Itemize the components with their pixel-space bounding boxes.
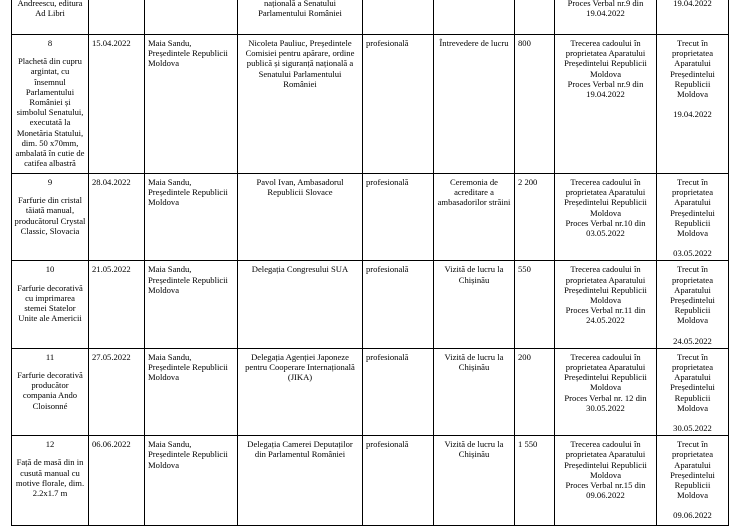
donor-cell (238, 436, 363, 526)
occasion-cell (434, 436, 515, 526)
decision-text: Trecerea cadoului în proprietatea Aparatului Președintelui Republicii Moldova (564, 177, 647, 218)
table-row (12, 436, 729, 526)
item-description-cell (12, 348, 89, 435)
item-description-cell (12, 436, 89, 526)
outcome-text: Trecut în proprietatea Aparatului Președintelui Republicii Moldova (670, 264, 715, 326)
value: 2 200 (518, 177, 538, 187)
item-description: Farfurie decorativă producător compania Ando Cloisonné (17, 370, 83, 411)
outcome-date: 19.04.2022 (673, 109, 712, 120)
outcome-cell (657, 261, 729, 348)
decision-cell (555, 348, 657, 435)
decision-cell (555, 261, 657, 348)
recipient-cell (145, 35, 238, 174)
value: 1 550 (518, 439, 538, 450)
recipient-cell (145, 174, 238, 261)
occasion-cell (434, 35, 515, 174)
item-description-cell (12, 174, 89, 261)
donor: Delegația Camerei Deputaților din Parlamentul României (247, 439, 353, 460)
outcome-cell (657, 35, 729, 174)
decision-text: Trecerea cadoului în proprietatea Aparatului Președintelui Republicii Moldova (564, 38, 647, 79)
item-description: Andreescu, editura Ad Libri (17, 0, 83, 19)
outcome-date: 24.05.2022 (673, 335, 712, 346)
recipient: Maia Sandu, Președintele Republicii Moldova (148, 439, 228, 470)
outcome-text: Trecut în proprietatea Aparatului Președintelui Republicii Moldova (670, 351, 715, 413)
item-description: Față de masă din in cusută manual cu motive florale, dim. 2.2x1.7 m (15, 457, 85, 499)
spacer (660, 238, 725, 248)
donor-cell (238, 35, 363, 174)
spacer (660, 99, 725, 109)
decision-cell (555, 35, 657, 174)
donor-cell (238, 261, 363, 348)
item-number: 10 (45, 264, 55, 275)
item-number: 8 (47, 38, 53, 48)
table-row (12, 261, 729, 348)
outcome-date: 19.04.2022 (673, 0, 712, 8)
occasion-cell (434, 174, 515, 261)
value: 200 (518, 351, 531, 362)
decision-cell (555, 436, 657, 526)
item-description-cell (12, 35, 89, 174)
recipient: Maia Sandu, Președintele Republicii Moldova (148, 177, 228, 208)
decision-pv: Proces Verbal nr. 12 din 30.05.2022 (564, 392, 647, 413)
table-row (12, 348, 729, 435)
occasion: Întrevedere de lucru (439, 38, 509, 48)
spacer (660, 500, 725, 510)
gift-type: profesională (366, 264, 409, 275)
table-row (12, 0, 729, 35)
decision-pv: Proces Verbal nr.15 din 09.06.2022 (565, 480, 646, 501)
table-row (12, 174, 729, 261)
donor-cell (238, 174, 363, 261)
received-date: 06.06.2022 (92, 439, 131, 450)
value: 800 (518, 38, 531, 48)
item-description-cell (12, 261, 89, 348)
outcome-date: 09.06.2022 (673, 510, 712, 521)
item-number: 11 (45, 351, 55, 362)
decision-cell (555, 174, 657, 261)
recipient-cell (145, 261, 238, 348)
occasion: Vizită de lucru la Chișinău (444, 264, 504, 285)
donor: Delegația Agenției Japoneze pentru Cooperare Internațională (JIKA) (245, 351, 355, 383)
date-cell (89, 436, 145, 526)
gift-type: profesională (366, 439, 409, 450)
spacer (660, 326, 725, 336)
received-date: 21.05.2022 (92, 264, 131, 275)
item-description: Plachetă din cupru argintat, cu însemnul Parlamentului României și simbolul Senatului, executată la Monetăria Statului, dim. 50 x70mm, ambalată în cutie de catifea albastră (15, 56, 85, 169)
value-cell (515, 174, 555, 261)
recipient-cell (145, 348, 238, 435)
outcome-cell (657, 348, 729, 435)
decision-pv: Proces Verbal nr.9 din 19.04.2022 (567, 78, 644, 100)
outcome-cell (657, 0, 729, 35)
donor: Pavol Ivan, Ambasadorul Republicii Slovace (256, 177, 344, 198)
donor-cell (238, 348, 363, 435)
donor: Delegația Congresului SUA (251, 264, 349, 275)
value-cell (515, 0, 555, 35)
gift-type-cell (363, 0, 434, 35)
gift-type-cell (363, 35, 434, 174)
date-cell (89, 174, 145, 261)
table-row (12, 35, 729, 174)
gift-type-cell (363, 261, 434, 348)
decision-pv: Proces Verbal nr.11 din 24.05.2022 (565, 305, 646, 326)
outcome-text: Trecut în proprietatea Aparatului Președintelui Republicii Moldova (670, 38, 715, 100)
occasion-cell (434, 261, 515, 348)
item-description: Farfurie din cristal tăiată manual, producătorul Crystal Classic, Slovacia (14, 195, 86, 236)
date-cell (89, 35, 145, 174)
decision-text: Trecerea cadoului în proprietatea Aparatului Președintelui Republicii Moldova (564, 351, 647, 393)
donor: națională a Senatului Parlamentului României (258, 0, 342, 19)
spacer (660, 413, 725, 423)
item-description-cell (12, 0, 89, 35)
decision-pv: Proces Verbal nr.9 din 19.04.2022 (567, 0, 644, 19)
gifts-register-table (11, 0, 729, 526)
value-cell (515, 436, 555, 526)
outcome-cell (657, 436, 729, 526)
recipient-cell (145, 0, 238, 35)
gift-type: profesională (366, 177, 409, 187)
recipient-cell (145, 436, 238, 526)
outcome-date: 03.05.2022 (673, 248, 712, 259)
value-cell (515, 348, 555, 435)
outcome-date: 30.05.2022 (673, 423, 712, 434)
outcome-text: Trecut în proprietatea Aparatului Președintelui Republicii Moldova (670, 177, 715, 239)
received-date: 15.04.2022 (92, 38, 131, 48)
recipient: Maia Sandu, Președintele Republicii Moldova (148, 264, 228, 295)
occasion-cell (434, 0, 515, 35)
date-cell (89, 261, 145, 348)
date-cell (89, 348, 145, 435)
received-date: 28.04.2022 (92, 177, 131, 187)
gift-type: profesională (366, 351, 409, 362)
date-cell (89, 0, 145, 35)
value: 550 (518, 264, 531, 275)
gift-type-cell (363, 174, 434, 261)
recipient: Maia Sandu, Președintele Republicii Moldova (148, 351, 228, 383)
gift-type-cell (363, 348, 434, 435)
decision-text: Trecerea cadoului în proprietatea Aparatului Președintelui Republicii Moldova (564, 439, 647, 480)
gift-type-cell (363, 436, 434, 526)
recipient: Maia Sandu, Președintele Republicii Moldova (148, 38, 228, 69)
decision-cell (555, 0, 657, 35)
donor: Nicoleta Pauliuc, Președintele Comisiei pentru apărare, ordine publică și siguranță națională a Senatului Parlamentului României (245, 38, 355, 89)
occasion: Ceremonia de acreditare a ambasadorilor străini (437, 177, 511, 208)
decision-text: Trecerea cadoului în proprietatea Aparatului Președintelui Republicii Moldova (564, 264, 647, 306)
received-date: 27.05.2022 (92, 351, 131, 362)
occasion: Vizită de lucru la Chișinău (444, 439, 504, 460)
value-cell (515, 35, 555, 174)
gift-type: profesională (366, 38, 409, 48)
outcome-cell (657, 174, 729, 261)
item-description: Farfurie decorativă cu imprimarea stemei Statelor Unite ale Americii (17, 282, 83, 324)
value-cell (515, 261, 555, 348)
item-number: 9 (47, 177, 53, 187)
item-number: 12 (45, 439, 55, 450)
occasion: Vizită de lucru la Chișinău (444, 351, 504, 373)
outcome-text: Trecut în proprietatea Aparatului Președintelui Republicii Moldova (670, 439, 715, 501)
occasion-cell (434, 348, 515, 435)
decision-pv: Proces Verbal nr.10 din 03.05.2022 (565, 217, 646, 239)
donor-cell (238, 0, 363, 35)
